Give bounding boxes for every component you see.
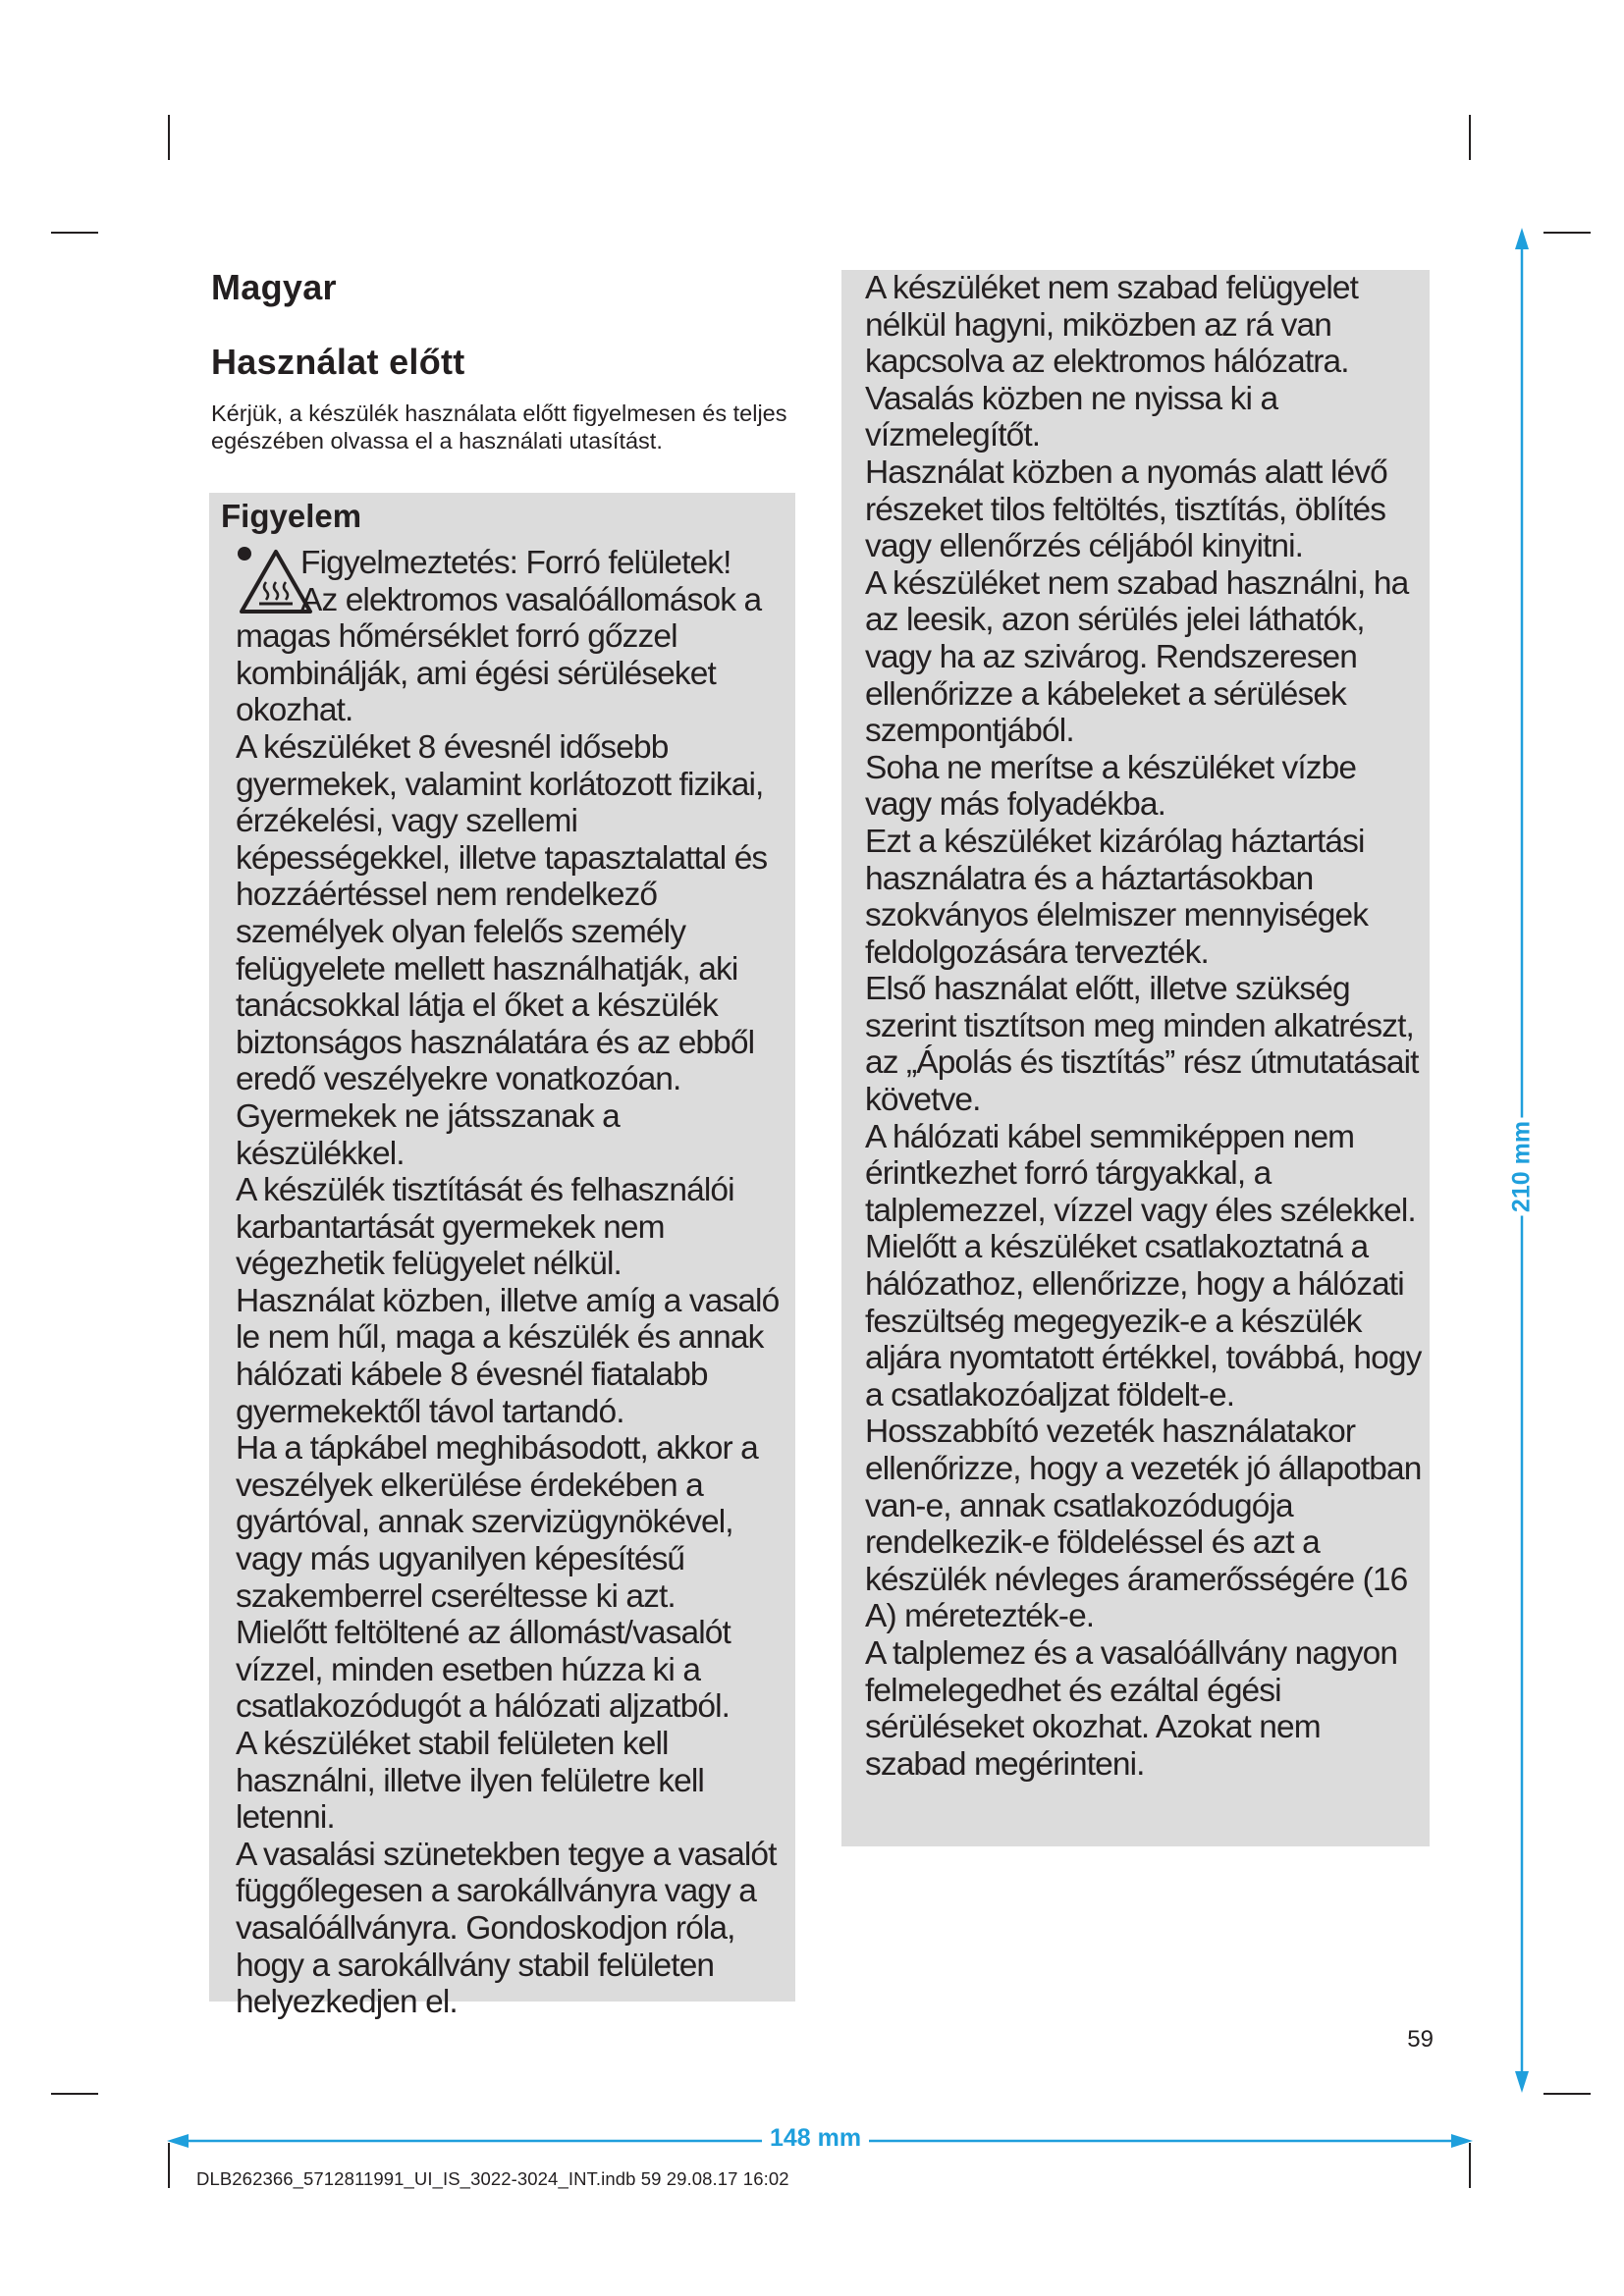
width-dimension-label: 148 mm	[762, 2124, 869, 2153]
safety-paragraph: Vasalás közben ne nyissa ki a vízmelegítőt.	[865, 380, 1278, 454]
print-slug: DLB262366_5712811991_UI_IS_3022-3024_INT.indb 59 29.08.17 16:02	[196, 2168, 789, 2189]
safety-paragraph: Ezt a készüléket kizárólag háztartási használatra és a háztartásokban szokványos élelmiszer mennyiségek feldolgozására tervezték.	[865, 823, 1369, 971]
crop-mark	[1543, 2093, 1591, 2095]
height-dimension-label: 210 mm	[1504, 1118, 1541, 1216]
warning-box-left	[209, 493, 795, 2021]
hot-surface-warning-icon	[236, 545, 320, 617]
crop-mark	[1469, 115, 1471, 160]
safety-paragraph: Hosszabbító vezeték használatakor ellenőrizze, hogy a vezeték jó állapotban van-e, annak csatlakozódugója rendelkezik-e földeléssel és azt a készülék névleges áramerősségére (16 A) méretezték-e.	[865, 1414, 1422, 1635]
right-text-flow	[865, 270, 1429, 1783]
language-heading: Magyar	[211, 267, 337, 307]
safety-paragraph: Első használat előtt, illetve szükség szerint tisztítson meg minden alkatrészt, az „Ápolás és tisztítás” rész útmutatásait követve.	[865, 971, 1419, 1119]
crop-mark	[51, 232, 98, 234]
safety-paragraph: A készüléket stabil felületen kell használni, illetve ilyen felületre kell letenni.	[236, 1726, 704, 1837]
safety-paragraph: A készüléket nem szabad felügyelet nélkül hagyni, miközben az rá van kapcsolva az elektromos hálózatra.	[865, 270, 1358, 381]
safety-paragraph: A talplemez és a vasalóállvány nagyon felmelegedhet és ezáltal égési sérüléseket okozhat. Azokat nem szabad megérinteni.	[865, 1634, 1398, 1783]
section-heading: Használat előtt	[211, 342, 465, 382]
safety-paragraph: Gyermekek ne játsszanak a készülékkel.	[236, 1097, 620, 1172]
safety-paragraph: Soha ne merítse a készüléket vízbe vagy más folyadékba.	[865, 749, 1357, 824]
left-text-flow	[236, 545, 793, 2021]
crop-mark	[51, 2093, 98, 2095]
warning-box-right	[841, 270, 1430, 1846]
warning-line-2: Az elektromos vasalóállomások a	[300, 581, 762, 618]
warning-line-rest: magas hőmérséklet forró gőzzel kombinálják, ami égési sérüléseket okozhat.	[236, 618, 716, 729]
safety-paragraph: Használat közben, illetve amíg a vasaló le nem hűl, maga a készülék és annak hálózati kábele 8 évesnél fiatalabb gyermekektől távol tartandó.	[236, 1282, 780, 1430]
safety-paragraph: A hálózati kábel semmiképpen nem érintkezhet forró tárgyakkal, a talplemezzel, vízzel vagy éles szélekkel.	[865, 1118, 1416, 1229]
box-title: Figyelem	[221, 498, 362, 534]
safety-paragraph: A készüléket 8 évesnél idősebb gyermekek, valamint korlátozott fizikai, érzékelési, vagy szellemi képességekkel, illetve tapasztalattal és hozzáértéssel nem rendelkező személyek olyan felelős személy felügyelete mellett használhatják, aki tanácsokkal látja el őket a készülék biztonságos használatára és az ebből eredő veszélyekre vonatkozóan.	[236, 728, 768, 1098]
safety-paragraph: A készülék tisztítását és felhasználói karbantartását gyermekek nem végezhetik felügyelet nélkül.	[236, 1172, 734, 1283]
safety-paragraph: Ha a tápkábel meghibásodott, akkor a veszélyek elkerülése érdekében a gyártóval, annak szervizügynökével, vagy más ugyanilyen képesítésű szakemberrel cseréltesse ki azt.	[236, 1430, 758, 1615]
crop-mark	[168, 115, 170, 160]
safety-paragraph: Mielőtt a készüléket csatlakoztatná a hálózathoz, ellenőrizze, hogy a hálózati feszültség megegyezik-e a készülék aljára nyomtatott értékkel, továbbá, hogy a csatlakozóaljzat földelt-e.	[865, 1229, 1422, 1414]
safety-paragraph: A készüléket nem szabad használni, ha az leesik, azon sérülés jelei láthatók, vagy ha az szivárog. Rendszeresen ellenőrizze a kábeleket a sérülések szempontjából.	[865, 564, 1409, 750]
safety-paragraph: Mielőtt feltöltené az állomást/vasalót vízzel, minden esetben húzza ki a csatlakozódugót a hálózati aljzatból.	[236, 1615, 731, 1726]
warning-line-1: Figyelmeztetés: Forró felületek!	[300, 545, 731, 581]
page-number: 59	[1407, 2026, 1434, 2053]
safety-paragraph: Használat közben a nyomás alatt lévő részeket tilos feltöltés, tisztítás, öblítés vagy ellenőrzés céljából kinyitni.	[865, 454, 1387, 565]
crop-mark	[1543, 232, 1591, 234]
intro-text: Kérjük, a készülék használata előtt figyelmesen és teljes egészében olvassa el a használati utasítást.	[211, 400, 787, 454]
safety-paragraph: A vasalási szünetekben tegye a vasalót függőlegesen a sarokállványra vagy a vasalóállványra. Gondoskodjon róla, hogy a sarokállvány stabil felületen helyezkedjen el.	[236, 1836, 777, 2021]
